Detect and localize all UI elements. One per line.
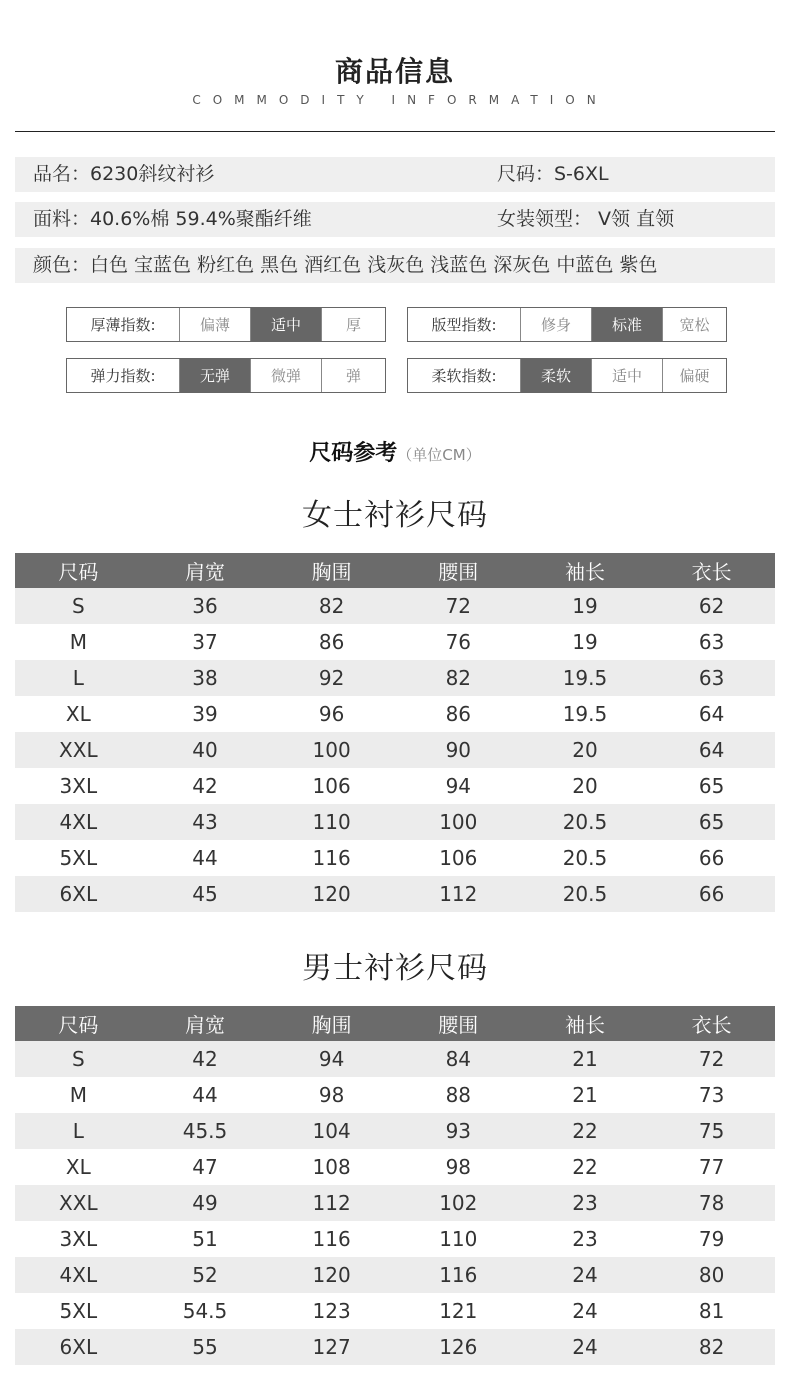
table-cell: L — [15, 1113, 142, 1149]
table-cell: 116 — [268, 840, 395, 876]
table-cell: M — [15, 1077, 142, 1113]
table-cell: 98 — [268, 1077, 395, 1113]
table-cell: 64 — [648, 732, 775, 768]
table-cell: 84 — [395, 1041, 522, 1077]
page-subtitle: COMMODITY INFORMATION — [192, 93, 608, 107]
table-row — [15, 588, 775, 624]
softness-option-1: 适中 — [591, 359, 662, 392]
women-table-title: 女士衬衫尺码 — [302, 498, 488, 533]
table-cell: 64 — [648, 696, 775, 732]
table-cell: 82 — [268, 588, 395, 624]
thickness-index — [66, 307, 386, 342]
table-cell: 78 — [648, 1185, 775, 1221]
table-cell: 73 — [648, 1077, 775, 1113]
column-header: 肩宽 — [142, 1006, 269, 1041]
table-cell: 110 — [268, 804, 395, 840]
thickness-option-0: 偏薄 — [179, 308, 250, 341]
table-cell: 5XL — [15, 1293, 142, 1329]
table-header-row — [15, 1006, 775, 1041]
product-colors: 颜色：白色 宝蓝色 粉红色 黑色 酒红色 浅灰色 浅蓝色 深灰色 中蓝色 紫色 — [33, 254, 658, 276]
table-row — [15, 768, 775, 804]
column-header: 尺码 — [15, 553, 142, 588]
table-cell: 4XL — [15, 1257, 142, 1293]
table-row — [15, 1041, 775, 1077]
table-row — [15, 1077, 775, 1113]
elasticity-index-label: 弹力指数: — [90, 367, 156, 385]
fit-option-0: 修身 — [520, 308, 591, 341]
table-cell: 98 — [395, 1149, 522, 1185]
table-cell: 4XL — [15, 804, 142, 840]
table-cell: 88 — [395, 1077, 522, 1113]
softness-option-2: 偏硬 — [662, 359, 726, 392]
table-cell: 20.5 — [522, 840, 649, 876]
men-size-table — [15, 1006, 775, 1365]
table-cell: 121 — [395, 1293, 522, 1329]
size-reference-heading — [0, 436, 790, 467]
table-cell: 80 — [648, 1257, 775, 1293]
table-cell: 100 — [395, 804, 522, 840]
table-cell: 62 — [648, 588, 775, 624]
table-cell: 24 — [522, 1293, 649, 1329]
table-cell: 65 — [648, 768, 775, 804]
table-cell: 93 — [395, 1113, 522, 1149]
column-header: 袖长 — [522, 553, 649, 588]
table-cell: 126 — [395, 1329, 522, 1365]
table-row — [15, 660, 775, 696]
table-cell: 54.5 — [142, 1293, 269, 1329]
info-row-fabric-style — [15, 202, 775, 237]
size-reference-unit: （单位CM） — [397, 446, 481, 464]
table-cell: 39 — [142, 696, 269, 732]
column-header: 袖长 — [522, 1006, 649, 1041]
softness-index-label: 柔软指数: — [431, 367, 497, 385]
table-cell: 123 — [268, 1293, 395, 1329]
elasticity-index — [66, 358, 386, 393]
table-cell: 23 — [522, 1221, 649, 1257]
table-cell: 100 — [268, 732, 395, 768]
table-cell: 92 — [268, 660, 395, 696]
page-title: 商品信息 — [334, 55, 455, 88]
table-row — [15, 696, 775, 732]
table-cell: 24 — [522, 1257, 649, 1293]
table-cell: 49 — [142, 1185, 269, 1221]
table-cell: 86 — [268, 624, 395, 660]
women-size-table — [15, 553, 775, 912]
table-cell: 90 — [395, 732, 522, 768]
table-cell: 6XL — [15, 876, 142, 912]
elasticity-option-1: 微弹 — [250, 359, 321, 392]
size-reference-title: 尺码参考 — [309, 441, 398, 466]
column-header: 尺码 — [15, 1006, 142, 1041]
table-cell: 72 — [395, 588, 522, 624]
thickness-option-2: 厚 — [321, 308, 385, 341]
table-cell: 79 — [648, 1221, 775, 1257]
table-cell: 127 — [268, 1329, 395, 1365]
table-cell: L — [15, 660, 142, 696]
thickness-index-label: 厚薄指数: — [90, 316, 156, 334]
table-row — [15, 1329, 775, 1365]
fit-option-1: 标准 — [591, 308, 662, 341]
table-cell: 37 — [142, 624, 269, 660]
table-cell: 5XL — [15, 840, 142, 876]
table-cell: 52 — [142, 1257, 269, 1293]
table-cell: 106 — [268, 768, 395, 804]
table-row — [15, 804, 775, 840]
table-row — [15, 1257, 775, 1293]
elasticity-option-2: 弹 — [321, 359, 385, 392]
table-row — [15, 732, 775, 768]
table-cell: 19.5 — [522, 696, 649, 732]
table-cell: 23 — [522, 1185, 649, 1221]
table-cell: 42 — [142, 768, 269, 804]
table-row — [15, 1113, 775, 1149]
table-cell: 96 — [268, 696, 395, 732]
table-cell: 19.5 — [522, 660, 649, 696]
table-cell: 94 — [268, 1041, 395, 1077]
table-cell: XL — [15, 696, 142, 732]
table-cell: 63 — [648, 624, 775, 660]
fit-option-2: 宽松 — [662, 308, 726, 341]
table-cell: XL — [15, 1149, 142, 1185]
table-cell: 112 — [395, 876, 522, 912]
table-cell: 20.5 — [522, 876, 649, 912]
table-cell: 3XL — [15, 768, 142, 804]
column-header: 腰围 — [395, 553, 522, 588]
product-collar-style: 女装领型： V领 直领 — [497, 208, 675, 230]
column-header: 衣长 — [648, 553, 775, 588]
table-cell: 45.5 — [142, 1113, 269, 1149]
table-cell: S — [15, 588, 142, 624]
info-row-colors — [15, 248, 775, 283]
table-row — [15, 876, 775, 912]
table-cell: 94 — [395, 768, 522, 804]
table-cell: 40 — [142, 732, 269, 768]
table-cell: 21 — [522, 1077, 649, 1113]
table-cell: 6XL — [15, 1329, 142, 1365]
softness-index — [407, 358, 727, 393]
table-row — [15, 1149, 775, 1185]
table-cell: 19 — [522, 624, 649, 660]
table-cell: 116 — [395, 1257, 522, 1293]
table-header-row — [15, 553, 775, 588]
table-cell: 44 — [142, 840, 269, 876]
table-cell: 3XL — [15, 1221, 142, 1257]
table-cell: 81 — [648, 1293, 775, 1329]
table-row — [15, 624, 775, 660]
table-cell: 108 — [268, 1149, 395, 1185]
product-fabric: 面料：40.6%棉 59.4%聚酯纤维 — [33, 208, 312, 230]
table-cell: 22 — [522, 1149, 649, 1185]
table-row — [15, 1293, 775, 1329]
table-cell: 38 — [142, 660, 269, 696]
table-cell: 77 — [648, 1149, 775, 1185]
table-cell: 120 — [268, 876, 395, 912]
table-row — [15, 1221, 775, 1257]
column-header: 胸围 — [268, 553, 395, 588]
table-cell: 42 — [142, 1041, 269, 1077]
table-cell: 82 — [648, 1329, 775, 1365]
column-header: 衣长 — [648, 1006, 775, 1041]
column-header: 腰围 — [395, 1006, 522, 1041]
table-cell: 47 — [142, 1149, 269, 1185]
table-cell: 36 — [142, 588, 269, 624]
table-cell: 66 — [648, 840, 775, 876]
table-cell: 106 — [395, 840, 522, 876]
fit-index — [407, 307, 727, 342]
table-cell: 51 — [142, 1221, 269, 1257]
table-cell: 20 — [522, 732, 649, 768]
table-cell: XXL — [15, 1185, 142, 1221]
elasticity-option-0: 无弹 — [179, 359, 250, 392]
thickness-option-1: 适中 — [250, 308, 321, 341]
table-cell: 22 — [522, 1113, 649, 1149]
table-cell: 110 — [395, 1221, 522, 1257]
table-cell: 86 — [395, 696, 522, 732]
table-cell: 82 — [395, 660, 522, 696]
softness-option-0: 柔软 — [520, 359, 591, 392]
table-cell: 20.5 — [522, 804, 649, 840]
column-header: 胸围 — [268, 1006, 395, 1041]
table-cell: 21 — [522, 1041, 649, 1077]
men-table-title: 男士衬衫尺码 — [302, 951, 488, 986]
table-cell: 24 — [522, 1329, 649, 1365]
table-cell: 55 — [142, 1329, 269, 1365]
table-cell: 66 — [648, 876, 775, 912]
table-cell: 43 — [142, 804, 269, 840]
table-cell: XXL — [15, 732, 142, 768]
table-cell: 20 — [522, 768, 649, 804]
fit-index-label: 版型指数: — [431, 316, 497, 334]
table-cell: 116 — [268, 1221, 395, 1257]
table-cell: M — [15, 624, 142, 660]
table-row — [15, 840, 775, 876]
table-cell: 104 — [268, 1113, 395, 1149]
table-cell: 45 — [142, 876, 269, 912]
table-cell: 76 — [395, 624, 522, 660]
table-row — [15, 1185, 775, 1221]
product-size-range: 尺码：S-6XL — [497, 163, 609, 185]
table-cell: 72 — [648, 1041, 775, 1077]
table-cell: 19 — [522, 588, 649, 624]
info-row-name-size — [15, 157, 775, 192]
table-cell: 75 — [648, 1113, 775, 1149]
table-cell: 44 — [142, 1077, 269, 1113]
table-cell: 112 — [268, 1185, 395, 1221]
table-cell: 120 — [268, 1257, 395, 1293]
column-header: 肩宽 — [142, 553, 269, 588]
product-name: 品名：6230斜纹衬衫 — [33, 163, 215, 185]
table-cell: 102 — [395, 1185, 522, 1221]
table-cell: S — [15, 1041, 142, 1077]
table-cell: 63 — [648, 660, 775, 696]
table-cell: 65 — [648, 804, 775, 840]
divider — [15, 131, 775, 132]
